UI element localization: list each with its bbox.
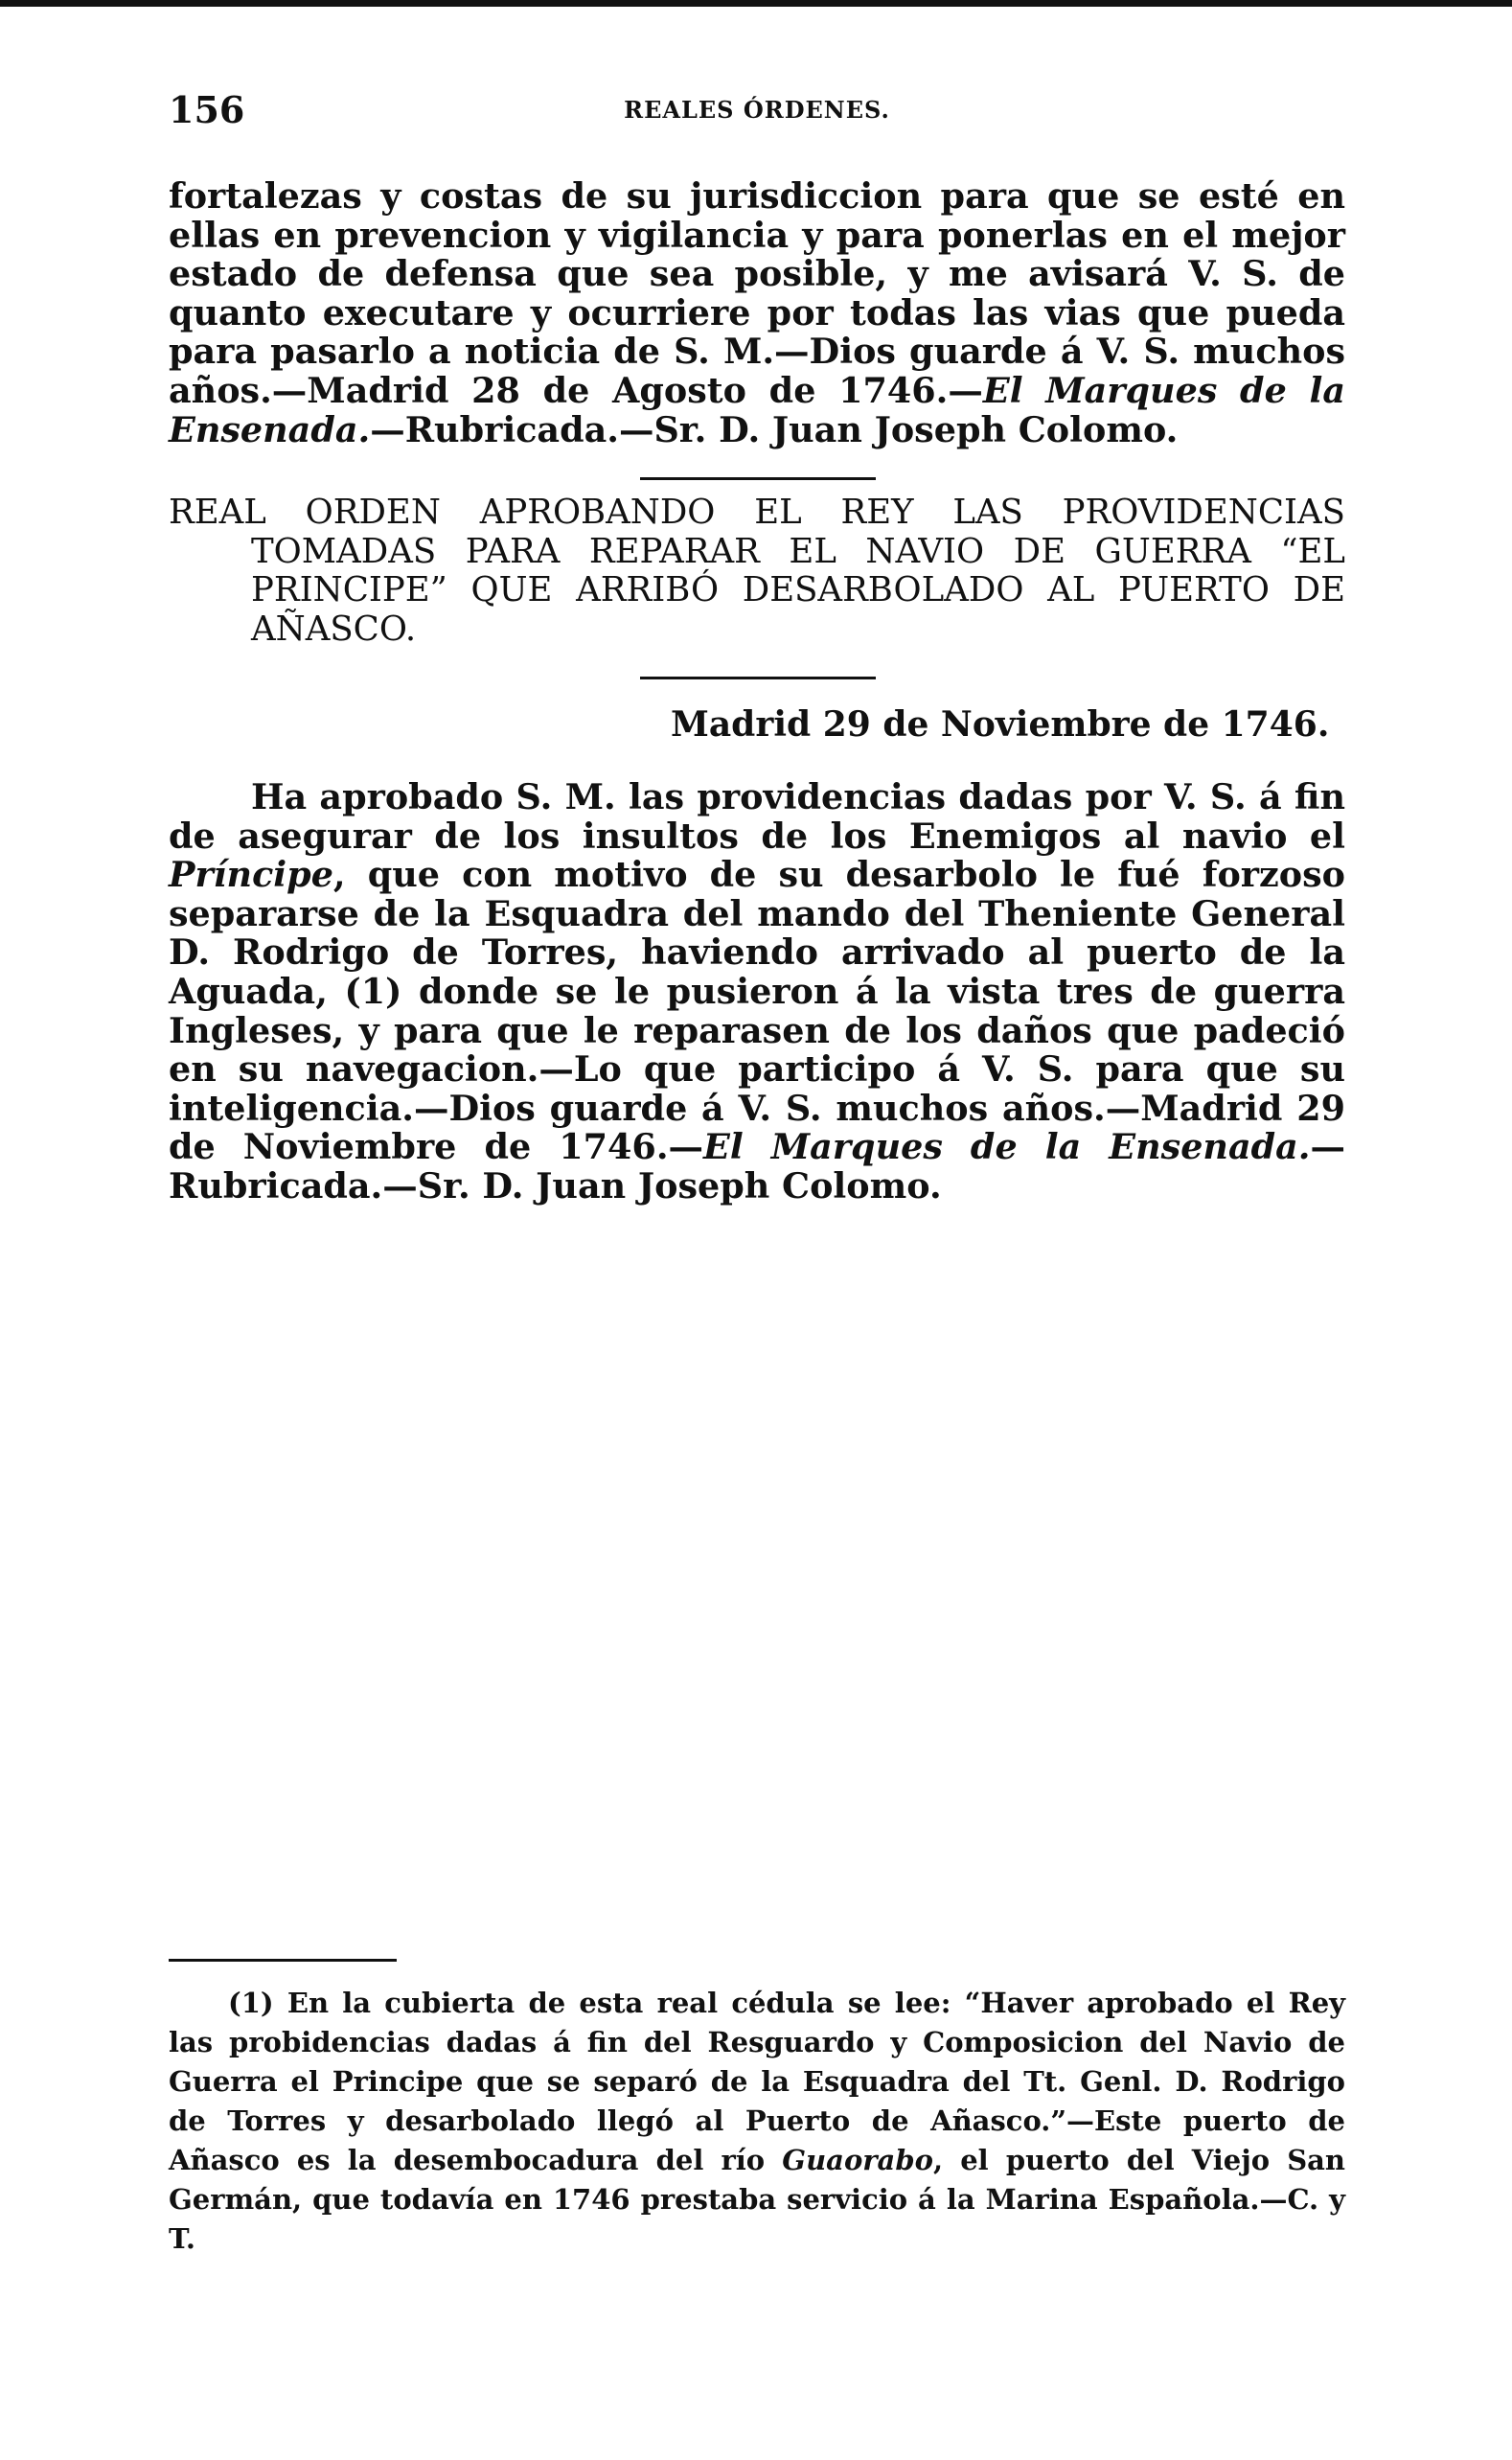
footnote-rule	[169, 1959, 397, 1962]
order-date: Madrid 29 de Noviembre de 1746.	[671, 704, 1330, 745]
ship-name: Príncipe	[169, 854, 333, 896]
paragraph-2-text-b: , que con motivo de su desarbolo le fué forzoso separarse de la Esquadra del mando del Theniente General D. Rodrigo de Torres, haviendo arrivado al puerto de la Aguada, (1) donde se le pusieron á la vista tres de guerra Ingleses, y para que le reparasen de los daños que padeció en su navegacion.—Lo que participo á V. S. para que su inteligencia.—Dios guarde á V. S. muchos años.—Madrid 29 de Noviembre de 1746.—	[169, 854, 1345, 1168]
running-title: REALES ÓRDENES.	[624, 96, 890, 124]
paragraph-2-text-a: Ha aprobado S. M. las providencias dadas por V. S. á fin de asegurar de los insultos de los Enemigos al navio el	[169, 776, 1345, 857]
section-separator-bottom	[640, 677, 876, 679]
section-separator-top	[640, 477, 876, 480]
river-name: Guaorabo	[782, 2144, 933, 2176]
footnote-text-b: , el puerto del Viejo San Germán, que todavía en 1746 prestaba servicio á la Marina Española.—C. y T.	[169, 2144, 1346, 2255]
paragraph-2-signature: El Marques de la Ensenada.	[703, 1126, 1311, 1168]
paragraph-2	[169, 778, 1345, 1207]
footnote	[169, 1984, 1345, 2259]
paragraph-1-text-b: —Rubricada.—Sr. D. Juan Joseph Colomo.	[370, 408, 1179, 450]
paragraph-2-text-c: —Rubricada.—Sr. D. Juan Joseph Colomo.	[169, 1126, 1345, 1207]
page-number: 156	[169, 88, 245, 131]
footnote-text-a: (1) En la cubierta de esta real cédula se lee: “Haver aprobado el Rey las probidencias dadas á fin del Resguardo y Composicion del Navio de Guerra el Principe que se separó de la Esquadra del Tt. Genl. D. Rodrigo de Torres y desarbolado llegó al Puerto de Añasco.”—Este puerto de Añasco es la desembocadura del río	[169, 1987, 1345, 2176]
paragraph-1-signature: El Marques de la Ensenada.	[169, 369, 1345, 450]
paragraph-1-text-a: fortalezas y costas de su jurisdiccion para que se esté en ellas en prevencion y vigilancia y para ponerlas en el mejor estado de defensa que sea posible, y me avisará V. S. de quanto executare y ocurriere por todas las vias que pueda para pasarlo a noticia de S. M.—Dios guarde á V. S. muchos años.—Madrid 28 de Agosto de 1746.—	[169, 175, 1345, 411]
order-heading: REAL ORDEN APROBANDO EL REY LAS PROVIDENCIAS TOMADAS PARA REPARAR EL NAVIO DE GUERRA “EL PRINCIPE” QUE ARRIBÓ DESARBOLADO AL PUERTO DE AÑASCO.	[169, 493, 1345, 649]
running-head	[169, 88, 1345, 136]
top-border	[0, 0, 1512, 7]
paragraph-1	[169, 177, 1345, 449]
